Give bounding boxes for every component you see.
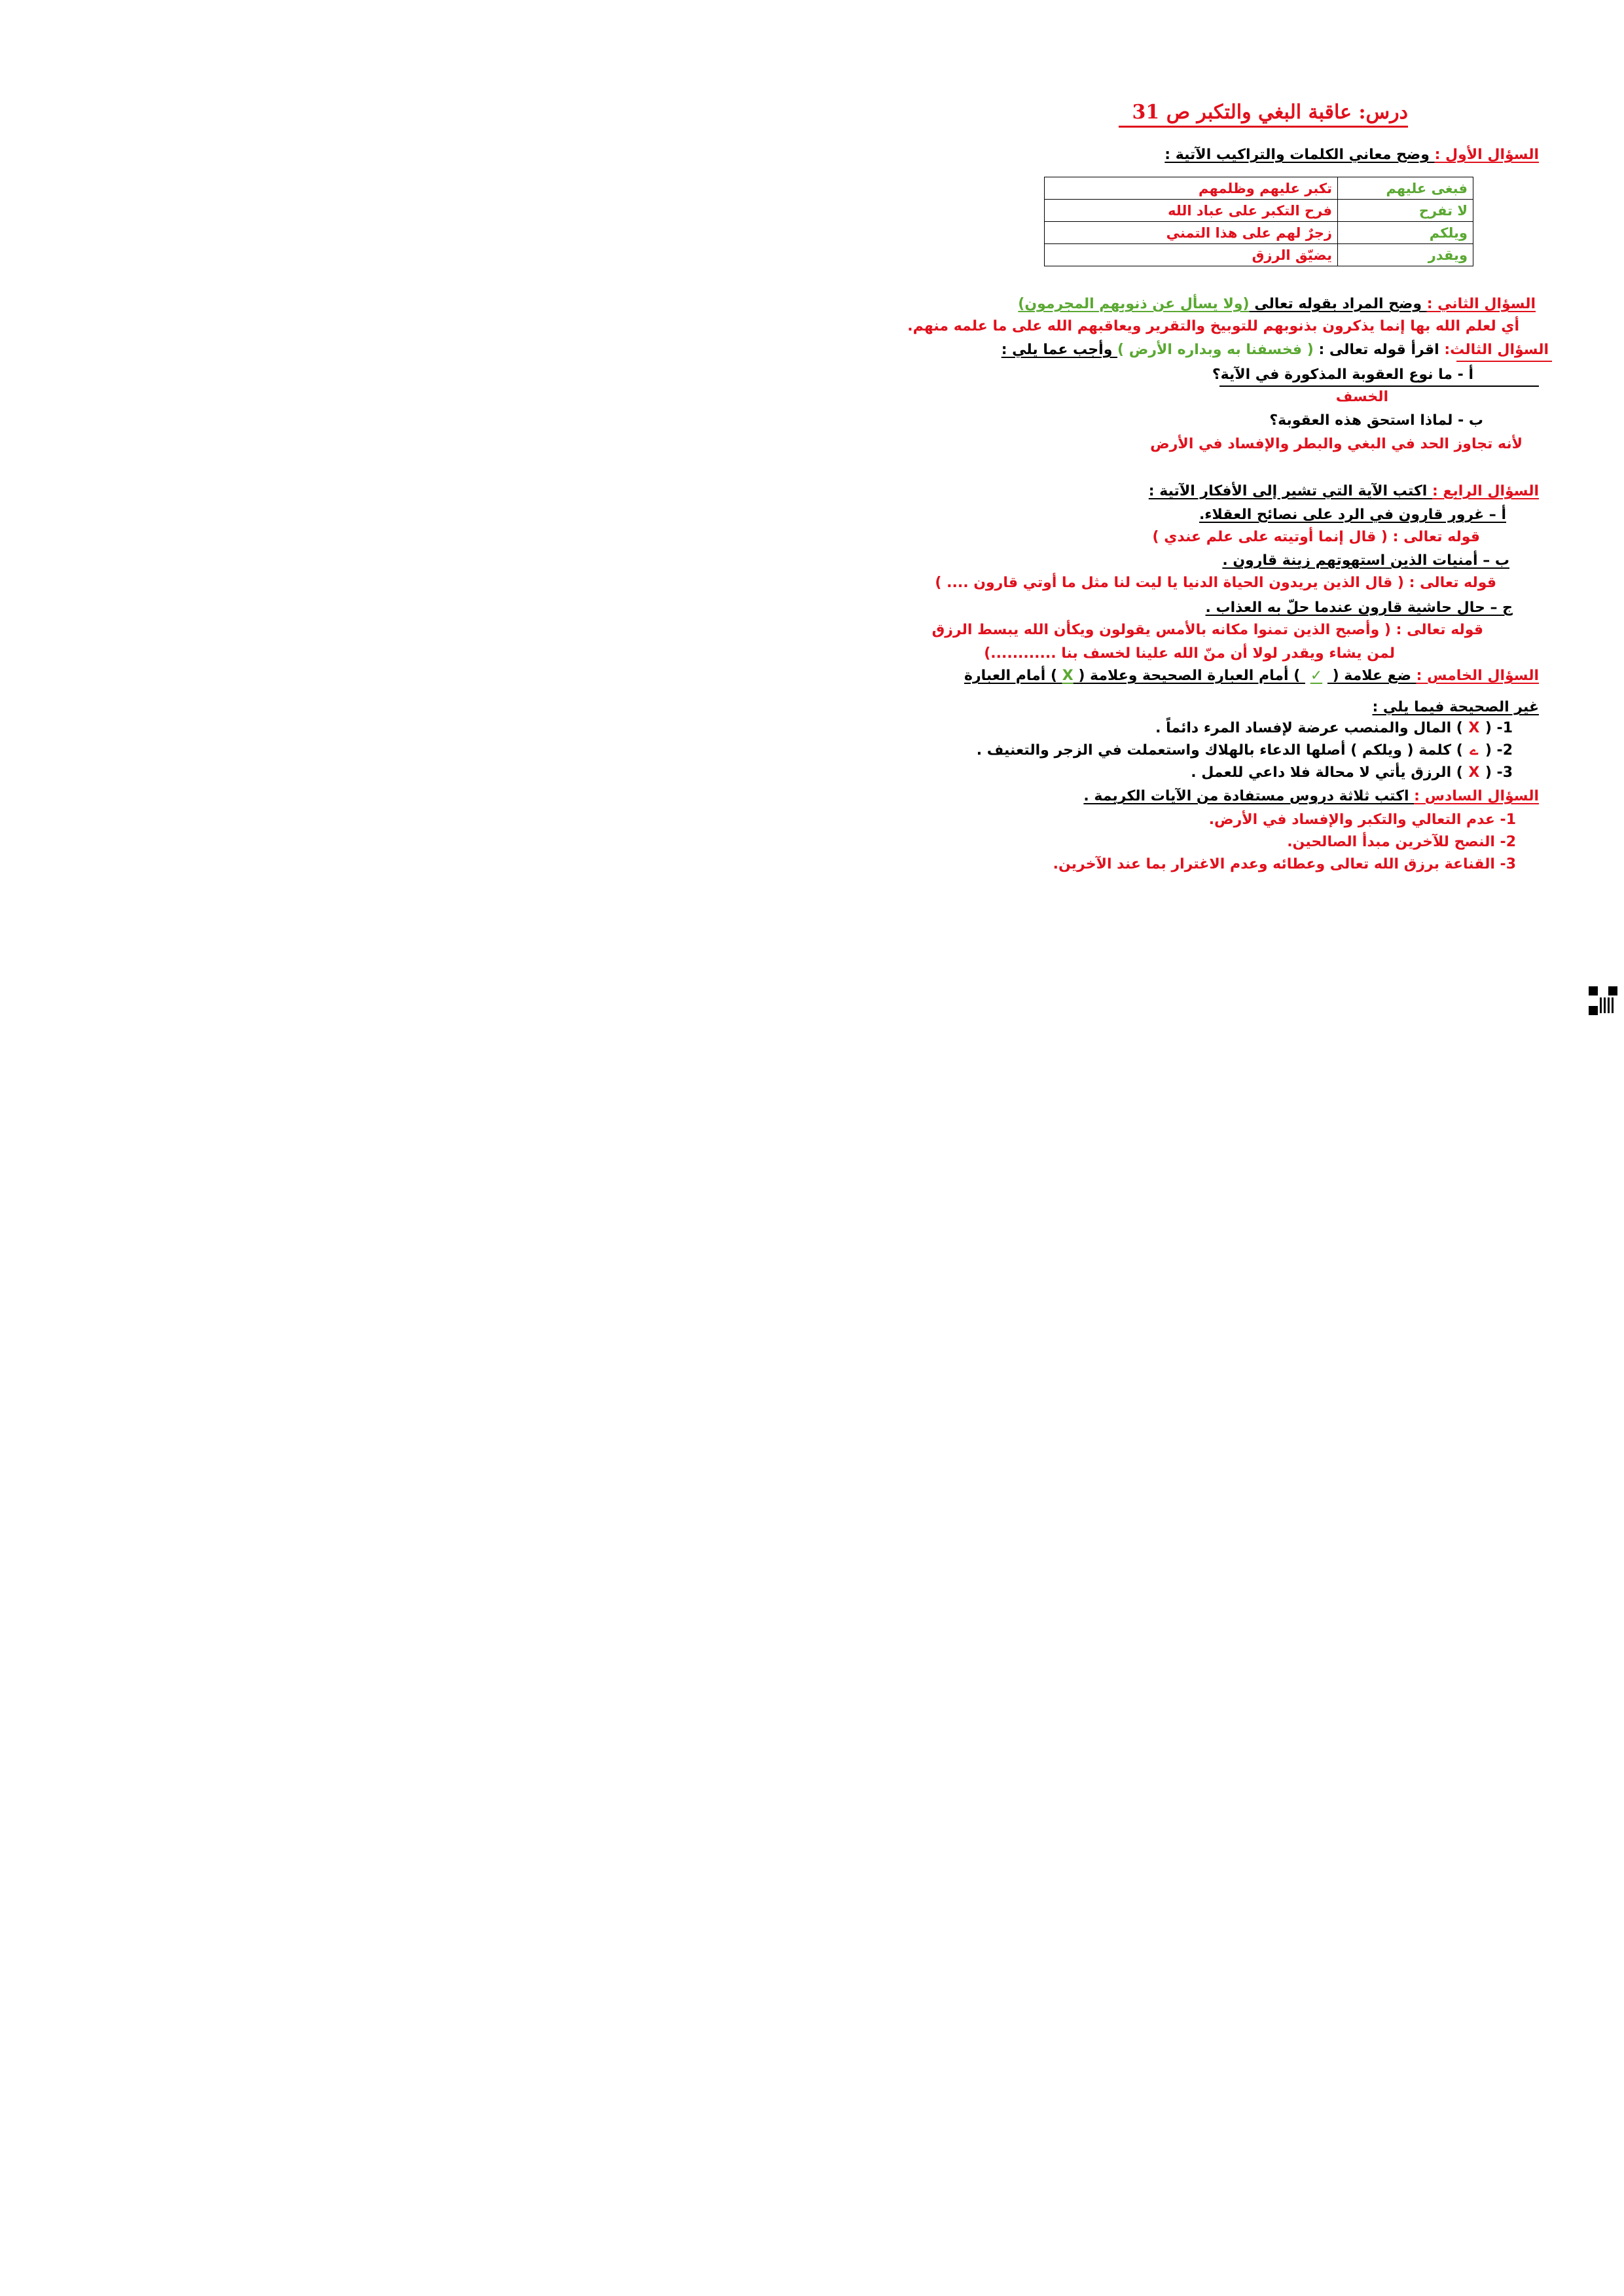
- q3-b-answer: لأنه تجاوز الحد في البغي والبطر والإفساد في الأرض: [1150, 436, 1523, 452]
- q3-label-underline: [1456, 361, 1552, 362]
- q4-a-question: أ – غرور قارون في الرد على نصائح العقلاء.: [1199, 507, 1506, 523]
- q4-heading: [1149, 482, 1539, 501]
- q5-item-mark: X: [1468, 764, 1480, 781]
- q3-verse: ( فخسفنا به وبداره الأرض ): [1117, 342, 1314, 358]
- q5-label: السؤال الخامس :: [1416, 668, 1539, 684]
- vocab-word: ويلكم: [1338, 222, 1473, 244]
- q1-heading: [1164, 145, 1539, 165]
- q5-item: [1191, 763, 1513, 783]
- q4-b-question: ب – أمنيات الذين استهوتهم زينة قارون .: [1222, 552, 1509, 569]
- vocab-meaning: تكبر عليهم وظلمهم: [1045, 177, 1338, 200]
- q5-item-num: 2- (: [1485, 742, 1513, 759]
- vocab-word: فبغى عليهم: [1338, 177, 1473, 200]
- q2-verse: (ولا يسأل عن ذنوبهم المجرمون): [1018, 296, 1250, 312]
- q5-text2: ) أمام العبارة الصحيحة وعلامة (: [1073, 668, 1305, 684]
- table-row: [1045, 200, 1473, 222]
- q6-heading: [1083, 787, 1539, 806]
- q5-heading: [964, 666, 1539, 686]
- q6-text: اكتب ثلاثة دروس مستفادة من الآيات الكريمة .: [1083, 788, 1415, 804]
- q3-a-question: أ - ما نوع العقوبة المذكورة في الآية؟: [1212, 367, 1473, 383]
- q2-answer: أي لعلم الله بها إنما يذكرون بذنوبهم للتوبيخ والتقرير ويعاقبهم الله على ما علمه منهم.: [907, 318, 1519, 334]
- qr-code-icon: [1588, 986, 1618, 1016]
- vocab-word: ويقدر: [1338, 244, 1473, 266]
- q5-item-mark: X: [1468, 720, 1480, 736]
- q2-label: السؤال الثاني :: [1426, 296, 1536, 312]
- q4-a-answer: قوله تعالى : ( قال إنما أوتيته على علم عندي ): [1152, 529, 1480, 545]
- q3-a-answer: الخسف: [1335, 389, 1388, 405]
- q5-item: [1155, 719, 1513, 738]
- q4-label: السؤال الرابع :: [1432, 483, 1539, 499]
- q5-text4: غير الصحيحة فيما يلي :: [1372, 699, 1539, 715]
- page-title: درس: عاقبة البغي والتكبر ص 31: [1132, 101, 1408, 124]
- q3-text2: وأجب عما يلي :: [1001, 342, 1118, 358]
- q4-text: اكتب الآية التي تشير إلى الأفكار الآتية :: [1148, 483, 1432, 499]
- q6-label: السؤال السادس :: [1414, 788, 1539, 804]
- vocab-word: لا تفرح: [1338, 200, 1473, 222]
- title-underline: [1119, 126, 1408, 128]
- q3-heading: [1001, 340, 1549, 360]
- table-row: [1045, 222, 1473, 244]
- table-row: [1045, 177, 1473, 200]
- q4-c-answer-1: قوله تعالى : ( وأصبح الذين تمنوا مكانه بالأمس يقولون ويكأن الله يبسط الرزق: [931, 622, 1483, 638]
- vocab-meaning: زجرٌ لهم على هذا التمني: [1045, 222, 1338, 244]
- q5-text1: ضع علامة (: [1327, 668, 1416, 684]
- q3-a-underline: [1219, 386, 1539, 387]
- q6-lesson: 1- عدم التعالي والتكبر والإفساد في الأرض.: [1208, 812, 1516, 828]
- q5-text3: ) أمام العبارة: [964, 668, 1062, 684]
- q5-item-text: ) الرزق يأتي لا محالة فلا داعي للعمل .: [1191, 764, 1463, 781]
- q5-item-num: 1- (: [1485, 720, 1513, 736]
- q4-c-question: ج – حال حاشية قارون عندما حلّ به العذاب .: [1205, 600, 1513, 616]
- q5-item-text: ) المال والمنصب عرضة لإفساد المرء دائماً .: [1155, 720, 1463, 736]
- q5-item-text: ) كلمة ( ويلكم ) أصلها الدعاء بالهلاك واستعملت في الزجر والتعنيف .: [976, 742, 1463, 759]
- q3-label: السؤال الثالث:: [1444, 342, 1549, 358]
- q4-b-answer: قوله تعالى : ( قال الذين يريدون الحياة الدنيا يا ليت لنا مثل ما أوتي قارون .... ): [935, 575, 1496, 591]
- q2-text: وضح المراد بقوله تعالى: [1249, 296, 1427, 312]
- q1-text: وضح معاني الكلمات والتراكيب الآتية :: [1164, 147, 1435, 163]
- q5-item-num: 3- (: [1485, 764, 1513, 781]
- vocab-table: [1044, 177, 1473, 266]
- table-row: [1045, 244, 1473, 266]
- q6-lesson: 2- النصح للآخرين مبدأ الصالحين.: [1287, 834, 1516, 850]
- q6-lesson: 3- القناعة برزق الله تعالى وعطائه وعدم الاغترار بما عند الآخرين.: [1053, 856, 1516, 872]
- check-icon: ✓: [1310, 668, 1323, 684]
- vocab-meaning: يضيّق الرزق: [1045, 244, 1338, 266]
- q2-heading: [1018, 295, 1536, 314]
- q1-label: السؤال الأول :: [1434, 147, 1539, 163]
- q5-item: [977, 741, 1513, 761]
- q3-text1: اقرأ قوله تعالى :: [1313, 342, 1445, 358]
- vocab-meaning: فرح التكبر على عباد الله: [1045, 200, 1338, 222]
- q4-c-answer-2: لمن يشاء ويقدر لولا أن منّ الله علينا لخسف بنا ............): [984, 645, 1395, 662]
- cross-icon: X: [1062, 668, 1074, 684]
- q5-item-mark: ے: [1470, 742, 1479, 759]
- q3-b-question: ب - لماذا استحق هذه العقوبة؟: [1269, 412, 1483, 429]
